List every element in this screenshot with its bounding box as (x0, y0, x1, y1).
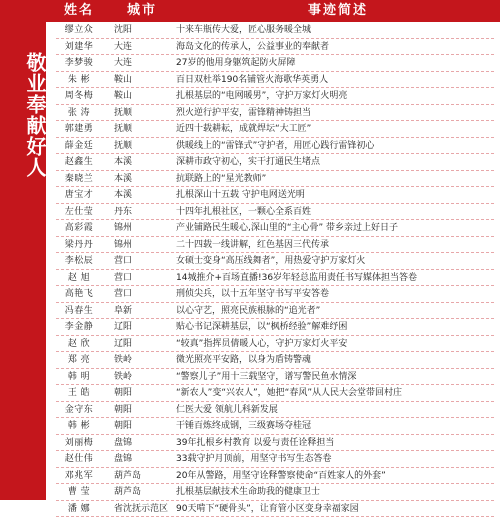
table-row (46, 303, 500, 320)
row-city: 抚顺 (114, 105, 170, 122)
header-deeds: 事迹简述 (176, 0, 500, 22)
row-name: 韩 明 (46, 369, 112, 386)
table-row (46, 319, 500, 336)
table-row (46, 501, 500, 517)
row-name: 缪立众 (46, 22, 112, 39)
row-deed: 女硕士变身“高压线舞者”，用热爱守护万家灯火 (176, 253, 496, 270)
row-name: 朱 彬 (46, 72, 112, 89)
row-deed: “较真”指挥员倩暖人心，守护万家灯火平安 (176, 336, 496, 353)
table-row (46, 253, 500, 270)
row-deed: 干锤百炼终成钢，三级赛场夺桂冠 (176, 418, 496, 435)
table-row (46, 336, 500, 353)
honoree-table (46, 22, 500, 500)
table-row (46, 138, 500, 155)
row-city: 抚顺 (114, 121, 170, 138)
row-deed: 微光照亮平安路，以身为盾铸警魂 (176, 352, 496, 369)
row-name: 周冬梅 (46, 88, 112, 105)
row-name: 刘丽梅 (46, 435, 112, 452)
row-city: 鞍山 (114, 88, 170, 105)
row-city: 盘锦 (114, 451, 170, 468)
row-name: 赵鑫生 (46, 154, 112, 171)
table-row (46, 402, 500, 419)
table-row (46, 237, 500, 254)
row-city: 本溪 (114, 187, 170, 204)
table-row (46, 171, 500, 188)
row-name: 秦晓兰 (46, 171, 112, 188)
row-name: 刘建华 (46, 39, 112, 56)
row-name: 李梦骏 (46, 55, 112, 72)
row-city: 铁岭 (114, 352, 170, 369)
row-name: 潘 娜 (46, 501, 112, 517)
row-deed: 90天啃下“硬骨头”，让育管小区变身幸福家园 (176, 501, 496, 517)
header-city: 城市 (112, 0, 172, 22)
table-row (46, 121, 500, 138)
row-deed: 产业铺路民生暖心,深山里的“主心骨” 带乡亲过上好日子 (176, 220, 496, 237)
header-name: 姓名 (46, 0, 112, 22)
row-deed: 十四年扎根社区，一颗心全系百姓 (176, 204, 496, 221)
row-deed: 27岁的他用身躯筑起防火屏障 (176, 55, 496, 72)
row-city: 辽阳 (114, 336, 170, 353)
row-name: 李松辰 (46, 253, 112, 270)
table-row (46, 385, 500, 402)
table-row (46, 187, 500, 204)
row-name: 赵仕伟 (46, 451, 112, 468)
row-deed: 海岛文化的传承人，公益事业的奉献者 (176, 39, 496, 56)
row-deed: “警察儿子”用十三载坚守，谱写警民鱼水情深 (176, 369, 496, 386)
row-city: 本溪 (114, 154, 170, 171)
row-city: 大连 (114, 55, 170, 72)
table-row (46, 72, 500, 89)
row-city: 鞍山 (114, 72, 170, 89)
table-row (46, 105, 500, 122)
row-deed: “新农人”变“兴农人”，她把“春风”从人民大会堂带回村庄 (176, 385, 496, 402)
row-name: 赵 欣 (46, 336, 112, 353)
row-city: 省沈抚示范区 (114, 501, 170, 517)
row-name: 赵 旭 (46, 270, 112, 287)
row-name: 高艳飞 (46, 286, 112, 303)
table-row (46, 286, 500, 303)
table-row (46, 154, 500, 171)
row-city: 阜新 (114, 303, 170, 320)
row-deed: 33载守护月顶前，用坚守书写生态答卷 (176, 451, 496, 468)
row-name: 王 皓 (46, 385, 112, 402)
side-title-band (0, 0, 46, 500)
row-city: 锦州 (114, 220, 170, 237)
row-city: 辽阳 (114, 319, 170, 336)
row-city: 葫芦岛 (114, 468, 170, 485)
table-row (46, 220, 500, 237)
table-row (46, 55, 500, 72)
table-row (46, 39, 500, 56)
row-city: 锦州 (114, 237, 170, 254)
row-deed: 供暖线上的“雷锋式”守护者，用匠心践行雷锋初心 (176, 138, 496, 155)
row-city: 朝阳 (114, 418, 170, 435)
table-row (46, 418, 500, 435)
row-deed: 抗联路上的“星光教师” (176, 171, 496, 188)
row-city: 营口 (114, 270, 170, 287)
row-city: 沈阳 (114, 22, 170, 39)
table-row (46, 369, 500, 386)
row-deed: 扎根深山十五载 守护电网送光明 (176, 187, 496, 204)
row-name: 郑 亮 (46, 352, 112, 369)
row-city: 葫芦岛 (114, 484, 170, 501)
row-deed: 百日双杜举190名铺管火海歌华英勇人 (176, 72, 496, 89)
row-deed: 39年扎根乡村教育 以爱与责任诠释担当 (176, 435, 496, 452)
row-city: 大连 (114, 39, 170, 56)
table-row (46, 451, 500, 468)
table-row (46, 204, 500, 221)
row-city: 朝阳 (114, 385, 170, 402)
row-city: 抚顺 (114, 138, 170, 155)
table-row (46, 270, 500, 287)
row-city: 本溪 (114, 171, 170, 188)
row-city: 丹东 (114, 204, 170, 221)
row-deed: 深耕市政守初心，实干打通民生堵点 (176, 154, 496, 171)
row-deed: 二十四载一线讲解，红色基因三代传承 (176, 237, 496, 254)
row-name: 曹 莹 (46, 484, 112, 501)
row-name: 金守东 (46, 402, 112, 419)
row-city: 铁岭 (114, 369, 170, 386)
row-city: 朝阳 (114, 402, 170, 419)
table-row (46, 435, 500, 452)
table-row (46, 352, 500, 369)
table-row (46, 22, 500, 39)
row-deed: 近四十载耕耘，成就焊坛“大工匠” (176, 121, 496, 138)
row-name: 邓兆军 (46, 468, 112, 485)
row-deed: 扎根基层献技术生命助我的健康卫士 (176, 484, 496, 501)
row-deed: 仁医大爱 领航儿科新发展 (176, 402, 496, 419)
row-name: 李金静 (46, 319, 112, 336)
row-name: 高彩霞 (46, 220, 112, 237)
row-deed: 刑侦尖兵，以十五年坚守书写平安答卷 (176, 286, 496, 303)
row-deed: 14城推介+百场直播!36岁年轻总监用责任书写媒体担当答卷 (176, 270, 496, 287)
row-name: 梁丹丹 (46, 237, 112, 254)
row-city: 营口 (114, 286, 170, 303)
row-name: 张 涛 (46, 105, 112, 122)
row-city: 盘锦 (114, 435, 170, 452)
row-name: 韩 彬 (46, 418, 112, 435)
row-name: 左仕莹 (46, 204, 112, 221)
row-deed: 贴心书记深耕基层，以“枫桥经验”解难纾困 (176, 319, 496, 336)
row-deed: 十来车瓶传大爱，匠心服务暖全城 (176, 22, 496, 39)
side-title: 敬业奉献好人 (0, 52, 46, 178)
table-row (46, 88, 500, 105)
row-city: 营口 (114, 253, 170, 270)
row-deed: 扎根基层的“电网暖男”，守护万家灯火明亮 (176, 88, 496, 105)
table-row (46, 484, 500, 501)
row-deed: 以心守艺，照亮民族根脉的“追光者” (176, 303, 496, 320)
row-deed: 烈火逆行护平安，雷锋精神铸担当 (176, 105, 496, 122)
row-deed: 20年从警路，用坚守诠释警察使命“百姓家人的外套” (176, 468, 496, 485)
row-name: 薛金廷 (46, 138, 112, 155)
table-row (46, 468, 500, 485)
row-name: 唐宝才 (46, 187, 112, 204)
row-name: 郭建勇 (46, 121, 112, 138)
row-name: 冯春生 (46, 303, 112, 320)
